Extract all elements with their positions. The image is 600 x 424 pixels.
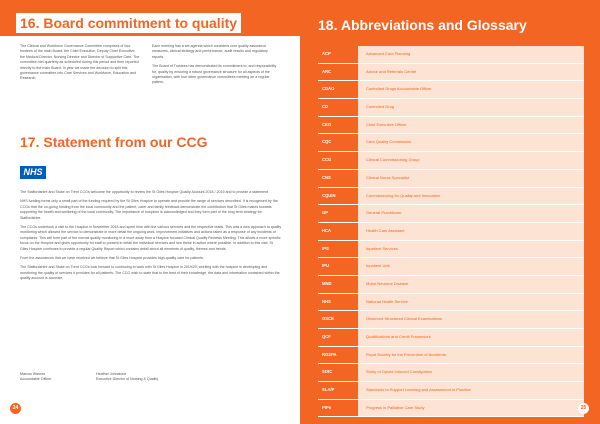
- section17-paragraph: NHS funding forms only a small part of the funding required by the St Giles Hospice to operate and provide the range of services described. It is recognised by the CCGs that the on-going funding from the local community and the patient, carer and family feedback demonstrate the contribution that St Giles makes towards supporting the health and wellbeing of the local community. The importance of hospices is acknowledged and they form part of the long term strategy for Staffordshire.: [20, 199, 278, 220]
- glossary-row: [318, 382, 584, 400]
- glossary-row: [318, 170, 584, 188]
- glossary-row: [318, 223, 584, 241]
- glossary-definition: Commissioning for Quality and Innovation: [358, 188, 584, 205]
- signatory-1-role: Accountable Officer: [20, 377, 52, 382]
- glossary-abbr: CEO: [318, 117, 358, 134]
- glossary-definition: Study of Opioid Induced Constipation: [358, 364, 584, 381]
- section17-paragraph: The Staffordshire and Stoke on Trent CCGs welcome the opportunity to review the St Giles Hospice Quality Account 2018 / 2019 and to provide a statement.: [20, 190, 270, 194]
- glossary-abbr: QCF: [318, 329, 358, 346]
- glossary-definition: Inpatient Services: [358, 241, 584, 258]
- section17-paragraph: The Staffordshire and Stoke on Trent CCGs look forward to continuing to work with St Giles Hospice in 2019/20, working with the hospice in developing and monitoring the quality of services it provides for all patients. The CCG wish to state that to the best of their knowledge, the data and information contained within the quality account is accurate.: [20, 265, 280, 281]
- glossary-row: [318, 134, 584, 152]
- glossary-abbr: PIPs: [318, 400, 358, 417]
- signatory-2-name: Heather Johnstone: [96, 372, 127, 376]
- glossary-row: [318, 364, 584, 382]
- glossary-abbr: CCG: [318, 152, 358, 169]
- glossary-abbr: ROSPA: [318, 347, 358, 364]
- glossary-abbr: IPU: [318, 258, 358, 275]
- glossary-row: [318, 258, 584, 276]
- glossary-definition: Advanced Care Planning: [358, 46, 584, 63]
- glossary-definition: Controlled Drug: [358, 99, 584, 116]
- glossary-row: [318, 46, 584, 64]
- glossary-row: [318, 99, 584, 117]
- section16-col1-text: The Clinical and Workforce Governance Committee comprises of four trustees of the main Board, the Chief Executive, Deputy Chief Executive, the Medical Director, Nursing Director and Director of Supportive Care. The committee met quarterly as scheduled during this period and then reported directly to the main Board. In year we made the decision to split this governance committee into Care Services and Workforce, Education and Research.: [20, 44, 140, 81]
- glossary-definition: Motor Neurone Disease: [358, 276, 584, 293]
- nhs-logo: NHS: [20, 166, 46, 179]
- glossary-definition: National Health Service: [358, 294, 584, 311]
- glossary-abbr: CD: [318, 99, 358, 116]
- right-page: [300, 0, 600, 424]
- glossary-row: [318, 205, 584, 223]
- glossary-definition: Controlled Drugs Accountable Officer: [358, 81, 584, 98]
- glossary-row: [318, 347, 584, 365]
- glossary-abbr: CDAO: [318, 81, 358, 98]
- glossary-definition: Advice and Referrals Centre: [358, 64, 584, 81]
- signatory-2: [96, 372, 158, 383]
- glossary-abbr: NHS: [318, 294, 358, 311]
- glossary-definition: Royal Society for the Prevention of Accidents: [358, 347, 584, 364]
- glossary-abbr: MND: [318, 276, 358, 293]
- signatory-1-name: Marcus Warnes: [20, 372, 46, 376]
- glossary-row: [318, 241, 584, 259]
- section16-col2-para2: The Board of Trustees has demonstrated its commitment to, and responsibility for, quality by ensuring a robust governance structure for all aspects of the organisation, with four other governance committees meeting on a regular pattern.: [152, 64, 277, 85]
- glossary-definition: Chief Executive Officer: [358, 117, 584, 134]
- glossary-row: [318, 329, 584, 347]
- glossary-definition: Health Care Assistant: [358, 223, 584, 240]
- section16-column-2: [152, 44, 280, 90]
- section17-paragraph: The CCGs undertook a visit to the Hospice in November 2018 and spent time with the various services and the respective leads. This was a new approach to quality monitoring which allowed the service to demonstrate in more detail the ongoing work, improvement initiatives and actions taken as a response of any incidents or complaints. This will form part of the normal quality monitoring in a more away from a Hospice focused Clinical Quality Reviews Meeting. This allows a more specific focus on the Hospice and gives opportunity for staff to present in detail the individual services and see these in action where possible. In addition to this visit, St Giles Hospice continues to provide a regular Quality Report which contains detail about all elements of quality, themes and trends.: [20, 225, 282, 251]
- glossary-abbr: GP: [318, 205, 358, 222]
- glossary-definition: Clinical Nurse Specialist: [358, 170, 584, 187]
- glossary-row: [318, 276, 584, 294]
- glossary-definition: Progress in Palliative Care Study: [358, 400, 584, 417]
- glossary-row: [318, 81, 584, 99]
- glossary-definition: Inpatient Unit: [358, 258, 584, 275]
- glossary-definition: Care Quality Commission: [358, 134, 584, 151]
- glossary-abbr: OSCE: [318, 311, 358, 328]
- signatory-1: [20, 372, 51, 383]
- glossary-definition: General Practitioner: [358, 205, 584, 222]
- glossary-abbr: SLA/P: [318, 382, 358, 399]
- signatory-2-role: Executive Director of Nursing & Quality: [96, 377, 159, 382]
- glossary-abbr: IPS: [318, 241, 358, 258]
- section17-title: 17. Statement from our CCG: [20, 134, 208, 150]
- glossary-row: [318, 188, 584, 206]
- glossary-row: [318, 400, 584, 418]
- section17-paragraph: From the assurances that we have received we believe that St Giles Hospice provides high-quality care for patients.: [20, 256, 204, 261]
- glossary-abbr: ACP: [318, 46, 358, 63]
- glossary-table: [318, 46, 584, 417]
- section16-column-1: [20, 44, 140, 86]
- glossary-abbr: HCA: [318, 223, 358, 240]
- glossary-row: [318, 311, 584, 329]
- page-number-left: 24: [10, 403, 21, 414]
- section17-body: [20, 190, 282, 286]
- glossary-definition: Observed Structured Clinical Examinations: [358, 311, 584, 328]
- glossary-row: [318, 64, 584, 82]
- section18-title: 18. Abbreviations and Glossary: [318, 17, 527, 33]
- page-number-right: 25: [578, 403, 589, 414]
- glossary-abbr: CNS: [318, 170, 358, 187]
- section16-col2-para1: Each meeting has a set agenda which considers core quality assurance measures, clinical strategy and performance, audit results and regulatory reports.: [152, 44, 268, 59]
- glossary-row: [318, 117, 584, 135]
- glossary-definition: Standards to Support Learning and Assessment in Practice: [358, 382, 584, 399]
- glossary-definition: Qualifications and Credit Framework: [358, 329, 584, 346]
- glossary-definition: Clinical Commissioning Group: [358, 152, 584, 169]
- glossary-abbr: CQC: [318, 134, 358, 151]
- glossary-row: [318, 294, 584, 312]
- section16-title: 16. Board commitment to quality: [16, 13, 241, 33]
- glossary-row: [318, 152, 584, 170]
- glossary-abbr: ARC: [318, 64, 358, 81]
- glossary-abbr: SOIC: [318, 364, 358, 381]
- glossary-abbr: CQUIN: [318, 188, 358, 205]
